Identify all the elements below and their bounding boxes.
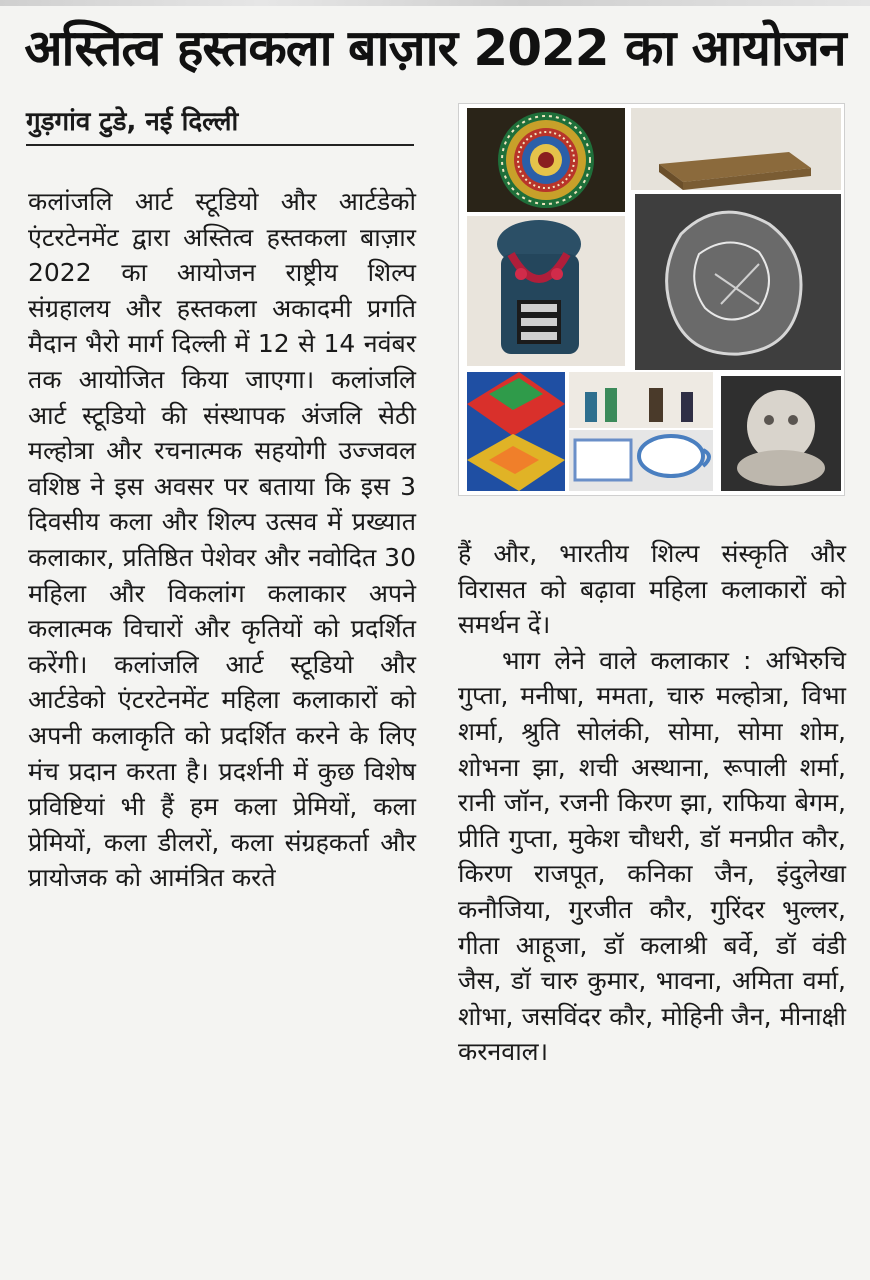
article-paragraph: कलांजलि आर्ट स्टूडियो और आर्टडेको एंटरटेनमेंट द्वारा अस्तित्व हस्तकला बाज़ार 2022 का आयोजन राष्ट्रीय शिल्प संग्रहालय और हस्तकला अकादमी प्रगति मैदान भैरो मार्ग दिल्ली में 12 से 14 नवंबर तक आयोजित किया जाएगा। कलांजलि आर्ट स्टूडियो की संस्थापक अंजलि सेठी मल्होत्रा और रचनात्मक सहयोगी उज्जवल वशिष्ठ ने इस अवसर पर बताया कि इस 3 दिवसीय कला और शिल्प उत्सव में प्रख्यात कलाकार, प्रतिष्ठित पेशेवर और नवोदित 30 महिला और विकलांग कलाकार अपने कलात्मक विचारों और कृतियों को प्रदर्शित करेंगी। कलांजलि आर्ट स्टूडियो और आर्टडेको एंटरटेनमेंट महिला कलाकारों को अपनी कलाकृति को प्रदर्शित करने के लिए मंच प्रदान करता है। प्रदर्शनी में कुछ विशेष प्रविष्टियां भी हैं हम कला प्रेमियों, कला प्रेमियों, कला डीलरों, कला संग्रहकर्ता और प्रायोजक को आमंत्रित करते <box>28 187 416 893</box>
participating-artists-paragraph: भाग लेने वाले कलाकार : अभिरुचि गुप्ता, मनीषा, ममता, चारु मल्होत्रा, विभा शर्मा, श्रुति सोलंकी, सोमा, सोमा शोम, शोभना झा, शची अस्थाना, रूपाली शर्मा, रानी जॉन, रजनी किरण झा, राफिया बेगम, प्रीति गुप्ता, मुकेश चौधरी, डॉ मनप्रीत कौर, किरण राजपूत, कनिका जैन, इंदुलेखा कनौजिया, गुरजीत कौर, गुरिंदर भुल्लर, गीता आहूजा, डॉ कलाश्री बर्वे, डॉ वंडी जैस, डॉ चारु कुमार, भावना, अमिता वर्मा, शोभा, जसविंदर कौर, मोहिनी जैन, मीनाक्षी करनवाल। <box>458 645 846 1067</box>
article-column-left <box>28 184 416 896</box>
headline: अस्तित्व हस्तकला बाज़ार 2022 का आयोजन <box>24 19 846 77</box>
craft-collage-graphic <box>459 104 844 495</box>
article-paragraph: हैं और, भारतीय शिल्प संस्कृति और विरासत को बढ़ावा महिला कलाकारों को समर्थन दें। <box>458 539 846 640</box>
article-column-right <box>458 536 846 1070</box>
article-photo-collage <box>458 103 845 496</box>
previous-article-strip <box>0 0 870 6</box>
byline: गुड़गांव टुडे, नई दिल्ली <box>26 100 414 146</box>
